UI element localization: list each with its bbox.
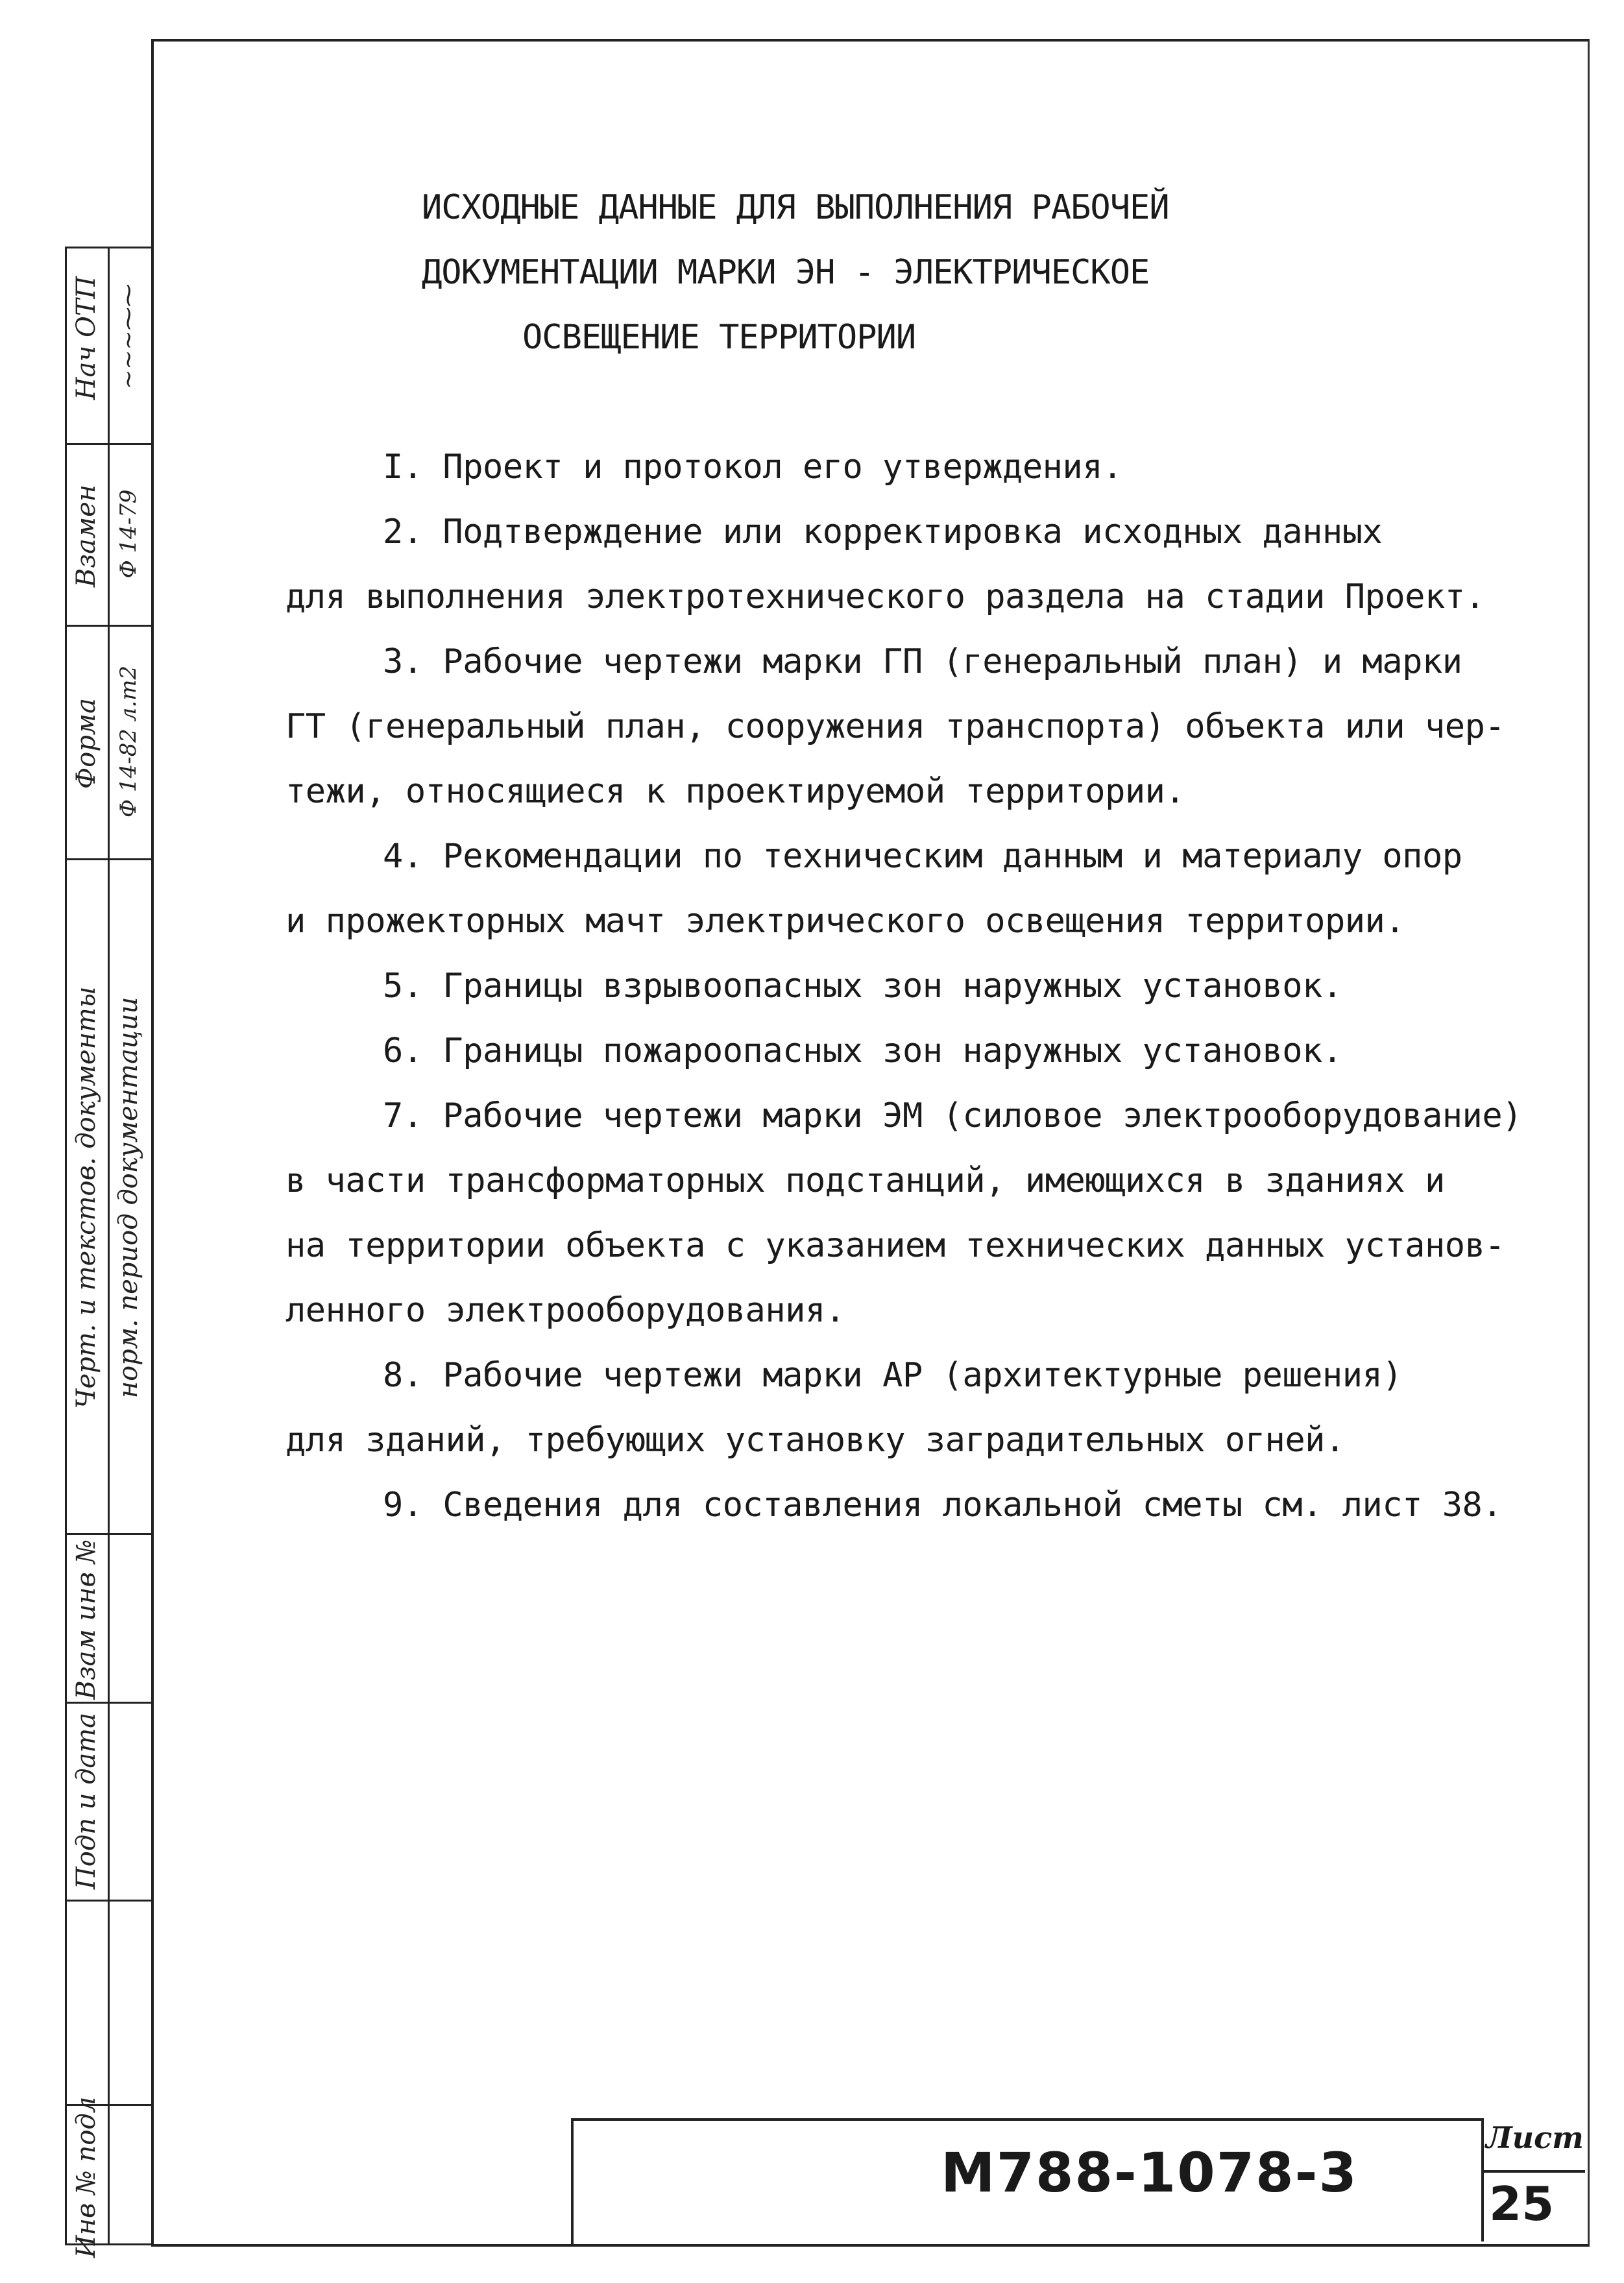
binding-stamp-strip [65,247,153,2258]
item-2-cont: для выполнения электротехнического раздела на стадии Проект. [285,577,1485,616]
item-4: 4. Рекомендации по техническим данным и материалу опор [383,837,1462,876]
norm-period-label: норм. период документации [114,997,143,1399]
podp-data-label: Подп и дата [71,1712,101,1890]
item-8-cont: для зданий, требующих установку заградительных огней. [285,1421,1345,1460]
item-5: 5. Границы взрывоопасных зон наружных установок. [383,967,1342,1006]
vzam-inv-label: Взам инв № [71,1539,101,1700]
item-9: 9. Сведения для составления локальной сметы см. лист 38. [383,1486,1503,1525]
title-line-1: ИСХОДНЫЕ ДАННЫЕ ДЛЯ ВЫПОЛНЕНИЯ РАБОЧЕЙ [422,188,1169,227]
chert-docs-label: Черт. и текстов. документы [71,986,101,1409]
item-3: 3. Рабочие чертежи марки ГП (генеральный план) и марки [383,642,1462,681]
item-6: 6. Границы пожароопасных зон наружных установок. [383,1032,1342,1070]
signature-mark: ~~~⁓⁓ [115,284,142,389]
item-8: 8. Рабочие чертежи марки АР (архитектурные решения) [383,1356,1403,1395]
item-3-cont-2: тежи, относящиеся к проектируемой территории. [285,772,1185,811]
nach-otp-label: Нач ОТП [71,276,101,400]
item-7: 7. Рабочие чертежи марки ЭМ (силовое электрооборудование) [383,1096,1522,1135]
document-frame [151,39,1590,2247]
item-2: 2. Подтверждение или корректировка исходных данных [383,513,1383,551]
vzamen-label: Взамен [71,484,101,588]
sheet-number: 25 [1489,2177,1555,2231]
item-7-cont-2: на территории объекта с указанием технических данных установ- [285,1226,1505,1265]
document-code: М788-1078-3 [941,2141,1358,2204]
title-line-2: ДОКУМЕНТАЦИИ МАРКИ ЭН - ЭЛЕКТРИЧЕСКОЕ [422,253,1150,292]
item-7-cont-1: в части трансформаторных подстанций, имеющихся в зданиях и [285,1161,1445,1200]
vzamen-value: Ф 14-79 [115,489,141,579]
sheet-divider [1481,2170,1585,2173]
forma-label: Форма [71,698,101,789]
inv-podl-label: Инв № подл [71,2096,101,2258]
sheet-label: Лист [1486,2120,1584,2155]
item-4-cont: и прожекторных мачт электрического освещения территории. [285,902,1405,941]
item-1: I. Проект и протокол его утверждения. [383,448,1122,487]
title-line-3: ОСВЕЩЕНИЕ ТЕРРИТОРИИ [522,318,916,357]
item-3-cont-1: ГТ (генеральный план, сооружения транспорта) объекта или чер- [285,707,1505,746]
item-7-cont-3: ленного электрооборудования. [285,1291,845,1330]
forma-value: Ф 14-82 л.т2 [115,665,141,818]
